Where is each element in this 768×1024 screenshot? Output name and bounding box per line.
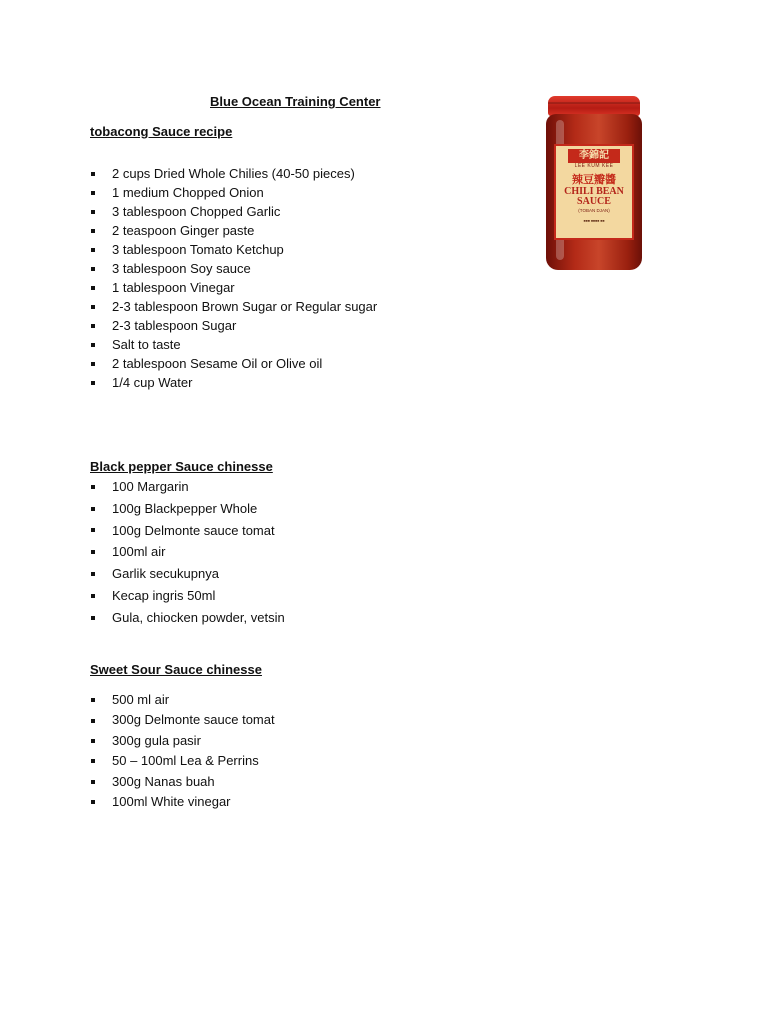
list-item: 2-3 tablespoon Brown Sugar or Regular sugar — [90, 297, 377, 316]
bullet-icon — [91, 780, 95, 784]
label-subtitle: (TOBAN DJAN) — [578, 208, 610, 213]
section-heading-tobacong: tobacong Sauce recipe — [90, 124, 233, 139]
list-item: 2 cups Dried Whole Chilies (40-50 pieces) — [90, 164, 377, 183]
list-item: 100 Margarin — [90, 476, 285, 498]
chili-bean-sauce-jar-image — [546, 96, 642, 272]
bullet-icon — [91, 191, 95, 195]
bullet-icon — [91, 719, 95, 723]
jar-lid — [548, 96, 640, 116]
list-item: 1 medium Chopped Onion — [90, 183, 377, 202]
list-item: Salt to taste — [90, 335, 377, 354]
bullet-icon — [91, 572, 95, 576]
list-item: Gula, chiocken powder, vetsin — [90, 607, 285, 629]
list-item: 500 ml air — [90, 690, 275, 710]
label-brand-english: LEE KUM KEE — [574, 163, 614, 169]
bullet-icon — [91, 507, 95, 511]
bullet-icon — [91, 550, 95, 554]
bullet-icon — [91, 172, 95, 176]
list-item: 2-3 tablespoon Sugar — [90, 316, 377, 335]
section-heading-black-pepper: Black pepper Sauce chinesse — [90, 459, 273, 474]
bullet-icon — [91, 343, 95, 347]
label-fine-print: ■■■ ■■■■ ■■ — [583, 219, 605, 223]
jar-body — [546, 114, 642, 270]
ingredient-list-black-pepper — [90, 476, 285, 629]
bullet-icon — [91, 800, 95, 804]
list-item: 50 – 100ml Lea & Perrins — [90, 751, 275, 771]
bullet-icon — [91, 739, 95, 743]
label-brand-chinese: 李錦記 — [568, 149, 620, 163]
bullet-icon — [91, 381, 95, 385]
ingredient-list-tobacong — [90, 164, 377, 392]
label-product-name-line2: SAUCE — [577, 196, 611, 207]
list-item: 100g Blackpepper Whole — [90, 498, 285, 520]
section-heading-sweet-sour: Sweet Sour Sauce chinesse — [90, 662, 262, 677]
document-title: Blue Ocean Training Center — [210, 94, 381, 109]
bullet-icon — [91, 759, 95, 763]
list-item: 100g Delmonte sauce tomat — [90, 520, 285, 542]
list-item: 2 teaspoon Ginger paste — [90, 221, 377, 240]
bullet-icon — [91, 267, 95, 271]
ingredient-list-sweet-sour — [90, 690, 275, 812]
list-item: 100ml air — [90, 541, 285, 563]
label-product-name-chinese: 辣豆瓣醬 — [572, 173, 616, 186]
bullet-icon — [91, 210, 95, 214]
bullet-icon — [91, 485, 95, 489]
list-item: 3 tablespoon Soy sauce — [90, 259, 377, 278]
list-item: 300g Nanas buah — [90, 772, 275, 792]
bullet-icon — [91, 286, 95, 290]
list-item: Kecap ingris 50ml — [90, 585, 285, 607]
bullet-icon — [91, 229, 95, 233]
list-item: 2 tablespoon Sesame Oil or Olive oil — [90, 354, 377, 373]
list-item: 100ml White vinegar — [90, 792, 275, 812]
list-item: 300g Delmonte sauce tomat — [90, 710, 275, 730]
list-item: 300g gula pasir — [90, 731, 275, 751]
list-item: 1/4 cup Water — [90, 373, 377, 392]
list-item: 3 tablespoon Chopped Garlic — [90, 202, 377, 221]
label-product-name-line1: CHILI BEAN — [564, 186, 624, 197]
bullet-icon — [91, 616, 95, 620]
bullet-icon — [91, 594, 95, 598]
jar-label — [554, 144, 634, 240]
bullet-icon — [91, 305, 95, 309]
list-item: Garlik secukupnya — [90, 563, 285, 585]
bullet-icon — [91, 324, 95, 328]
bullet-icon — [91, 248, 95, 252]
bullet-icon — [91, 698, 95, 702]
bullet-icon — [91, 528, 95, 532]
list-item: 1 tablespoon Vinegar — [90, 278, 377, 297]
bullet-icon — [91, 362, 95, 366]
list-item: 3 tablespoon Tomato Ketchup — [90, 240, 377, 259]
